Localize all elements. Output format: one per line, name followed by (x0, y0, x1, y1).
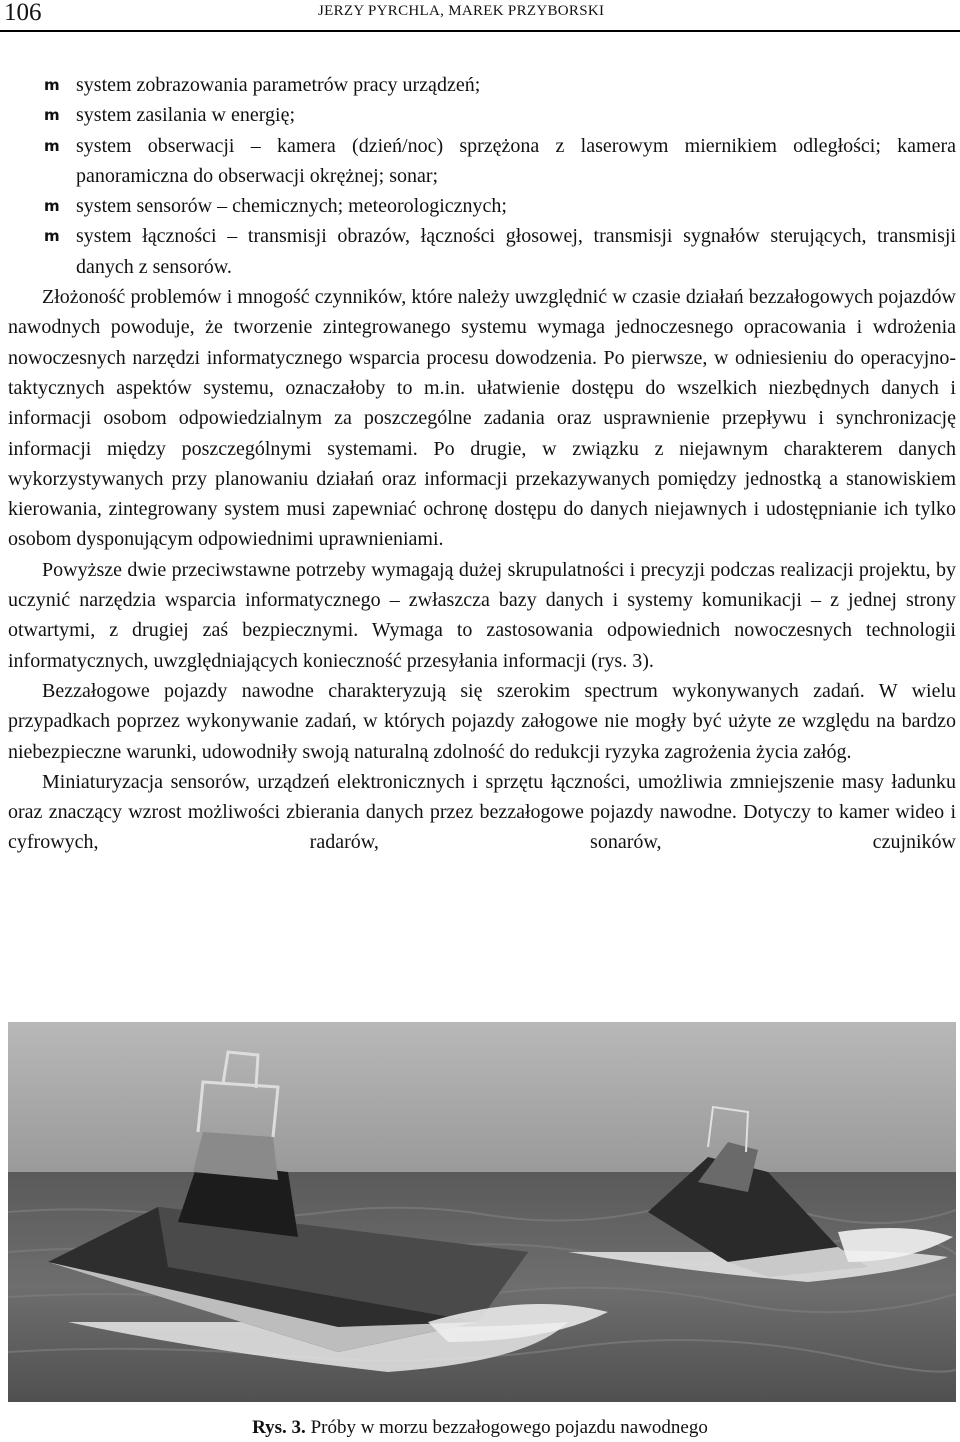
list-item: m system sensorów – chemicznych; meteorologicznych; (8, 191, 956, 221)
paragraph: Bezzałogowe pojazdy nawodne charakteryzują się szerokim spectrum wykonywanych zadań. W wielu przypadkach poprzez wykonywanie zadań, w których pojazdy załogowe nie mogły być użyte ze względu na bardzo niebezpieczne warunki, udowodniły swoją naturalną zdolność do redukcji ryzyka zagrożenia życia załóg. (8, 679, 956, 763)
header-rule (0, 30, 960, 32)
paragraph: Miniaturyzacja sensorów, urządzeń elektronicznych i sprzętu łączności, umożliwia zmniejszenie masy ładunku oraz znaczący wzrost możliwości zbierania danych przez bezzałogowe pojazdy nawodne. Dotyczy to kamer wideo i cyfrowych, radarów, sonarów, czujników (8, 770, 956, 854)
paragraph: Złożoność problemów i mnogość czynników, które należy uwzględnić w czasie działań bezzałogowych pojazdów nawodnych powoduje, że tworzenie zintegrowanego systemu wymaga jednoczesnego opracowania i wdrożenia nowoczesnych narzędzi informatycznego wsparcia procesu dowodzenia. Po pierwsze, w odniesieniu do operacyjno-taktycznych aspektów systemu, oznaczałoby to m.in. ułatwienie dostępu do wszelkich niezbędnych danych i informacji osobom odpowiedzialnym za poszczególne zadania oraz usprawnienie przepływu i synchronizację informacji między poszczególnymi systemami. Po drugie, w związku z niejawnym charakterem danych wykorzystywanych przy planowaniu działań oraz informacji przekazywanych pomiędzy jednostką a stanowiskiem kierowania, zintegrowany system musi zapewniać ochronę dostępu do danych niejawnych i udostępnianie ich tylko osobom dysponującym odpowiednimi uprawnieniami. (8, 286, 956, 551)
bullet-icon: m (44, 106, 60, 125)
running-head: JERZY PYRCHLA, MAREK PRZYBORSKI (318, 3, 605, 19)
list-item: m system zasilania w energię; (8, 100, 956, 130)
bullet-icon: m (44, 76, 60, 94)
bullet-icon: m (44, 227, 60, 246)
paragraph: Powyższe dwie przeciwstawne potrzeby wymagają dużej skrupulatności i precyzji podczas realizacji projektu, by uczynić narzędzia wsparcia informatycznego – zwłaszcza bazy danych i systemy komunikacji – z jednej strony otwartymi, z drugiej zaś bezpiecznymi. Wymaga to zastosowania odpowiednich nowoczesnych technologii informatycznych, uwzględniających konieczność przesyłania informacji (rys. 3). (8, 558, 956, 672)
body-text (8, 70, 956, 858)
page-header (0, 0, 960, 34)
figure-photo (8, 1022, 956, 1402)
bullet-icon: m (44, 197, 60, 216)
list-item: m system łączności – transmisji obrazów, łączności głosowej, transmisji sygnałów sterujących, transmisji danych z sensorów. (8, 221, 956, 282)
list-item: m system obserwacji – kamera (dzień/noc) sprzężona z laserowym miernikiem odległości; kamera panoramiczna do obserwacji okrężnej; sonar; (8, 131, 956, 192)
list-item: m system zobrazowania parametrów pracy urządzeń; (8, 70, 956, 100)
caption-text: Próby w morzu bezzałogowego pojazdu nawodnego (305, 1417, 708, 1438)
bullet-icon: m (44, 136, 60, 155)
bullet-list (8, 70, 956, 282)
caption-label: Rys. 3. (252, 1417, 306, 1438)
page-number: 106 (4, 0, 42, 26)
figure-caption (0, 1416, 960, 1440)
boats-photo (8, 1022, 956, 1402)
